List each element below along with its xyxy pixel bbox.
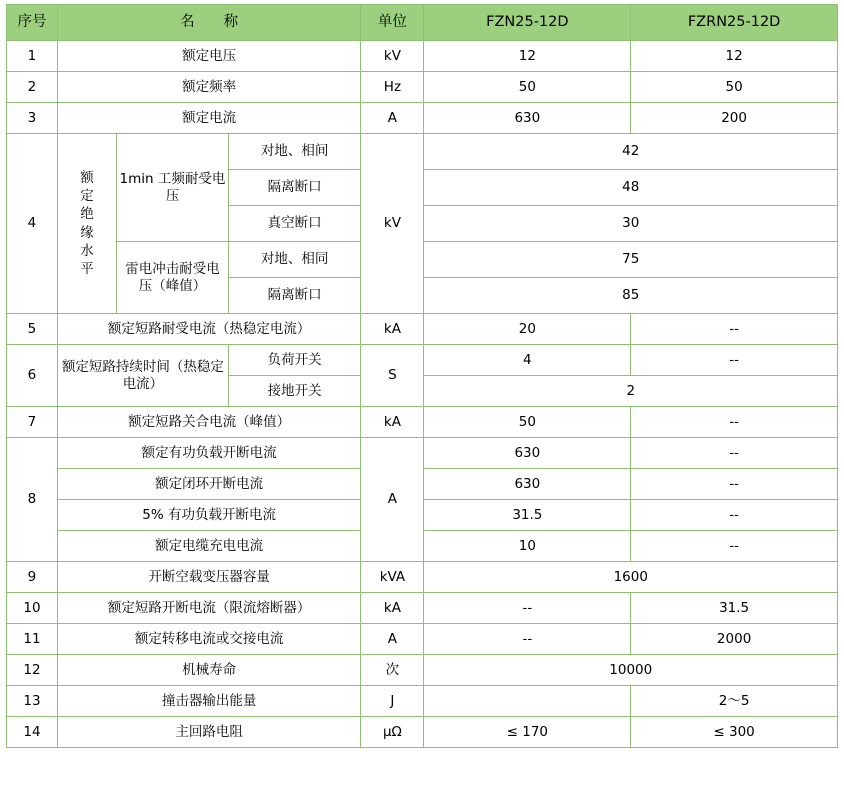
table-row (7, 345, 838, 376)
table-header (7, 5, 838, 41)
row-no: 6 (7, 345, 58, 407)
row-name: 额定短路关合电流（峰值） (57, 407, 360, 438)
insulation-item-name: 对地、相间 (228, 134, 360, 170)
row-no: 3 (7, 103, 58, 134)
header-name: 名 称 (57, 5, 360, 41)
row-unit: kV (361, 41, 424, 72)
row-unit: kA (361, 314, 424, 345)
table-row (7, 134, 838, 170)
row-no: 1 (7, 41, 58, 72)
insulation-item-name: 对地、相同 (228, 242, 360, 278)
row-name: 额定电压 (57, 41, 360, 72)
row-value-1 (424, 686, 631, 717)
row-no: 5 (7, 314, 58, 345)
row-name: 额定短路开断电流（限流熔断器） (57, 593, 360, 624)
row-no: 12 (7, 655, 58, 686)
row-value-1: ≤ 170 (424, 717, 631, 748)
row-value-2: -- (631, 407, 838, 438)
row-value-2: ≤ 300 (631, 717, 838, 748)
row-unit: S (361, 345, 424, 407)
specification-table (6, 4, 838, 748)
table-row (7, 562, 838, 593)
row-no: 10 (7, 593, 58, 624)
row-name: 机械寿命 (57, 655, 360, 686)
header-no: 序号 (7, 5, 58, 41)
row-value-2: 50 (631, 72, 838, 103)
table-row (7, 717, 838, 748)
row-no: 11 (7, 624, 58, 655)
row-no: 14 (7, 717, 58, 748)
table-row (7, 72, 838, 103)
row8-item-name: 额定闭环开断电流 (57, 469, 360, 500)
row-value-1: 20 (424, 314, 631, 345)
table-row (7, 407, 838, 438)
row-value-2: -- (631, 469, 838, 500)
row-name: 额定转移电流或交接电流 (57, 624, 360, 655)
row-unit: kVA (361, 562, 424, 593)
row-value-2: 200 (631, 103, 838, 134)
row-unit: 次 (361, 655, 424, 686)
row-no: 8 (7, 438, 58, 562)
table-row (7, 438, 838, 469)
row-value-1: 50 (424, 407, 631, 438)
row-value-1: 630 (424, 438, 631, 469)
row-no: 4 (7, 134, 58, 314)
row-value-2: 2～5 (631, 686, 838, 717)
header-model-1: FZN25-12D (424, 5, 631, 41)
row8-item-name: 额定有功负载开断电流 (57, 438, 360, 469)
row-name: 额定频率 (57, 72, 360, 103)
row-value-1: 630 (424, 103, 631, 134)
row-unit: Hz (361, 72, 424, 103)
row-no: 7 (7, 407, 58, 438)
insulation-item-value: 30 (424, 206, 838, 242)
row6-item-name: 负荷开关 (228, 345, 360, 376)
row-value-2: 2000 (631, 624, 838, 655)
row-no: 2 (7, 72, 58, 103)
row-value-2: -- (631, 438, 838, 469)
row-name: 主回路电阻 (57, 717, 360, 748)
insulation-item-name: 隔离断口 (228, 170, 360, 206)
row-unit: kA (361, 407, 424, 438)
row-value-2: -- (631, 345, 838, 376)
insulation-unit: kV (361, 134, 424, 314)
row-unit: J (361, 686, 424, 717)
row-value-2: -- (631, 531, 838, 562)
header-unit: 单位 (361, 5, 424, 41)
insulation-item-value: 48 (424, 170, 838, 206)
row-unit: μΩ (361, 717, 424, 748)
row-value-1: 630 (424, 469, 631, 500)
row-value-1: 50 (424, 72, 631, 103)
row-value-1: -- (424, 624, 631, 655)
insulation-subgroup-2-label: 雷电冲击耐受电压（峰值） (116, 242, 228, 314)
row8-item-name: 额定电缆充电电流 (57, 531, 360, 562)
row8-item-name: 5% 有功负载开断电流 (57, 500, 360, 531)
insulation-group-label: 额定绝缘水平 (57, 134, 116, 314)
table-row (7, 41, 838, 72)
table-row (7, 686, 838, 717)
row-value-span: 10000 (424, 655, 838, 686)
header-row (7, 5, 838, 41)
row-value-1: -- (424, 593, 631, 624)
insulation-item-name: 隔离断口 (228, 278, 360, 314)
row-value-1: 10 (424, 531, 631, 562)
row-name: 额定短路持续时间（热稳定电流） (57, 345, 228, 407)
table-row (7, 655, 838, 686)
row6-item-name: 接地开关 (228, 376, 360, 407)
row-name: 开断空载变压器容量 (57, 562, 360, 593)
row-value-2: 12 (631, 41, 838, 72)
table-row (7, 314, 838, 345)
table-row (7, 103, 838, 134)
insulation-subgroup-1-label: 1min 工频耐受电压 (116, 134, 228, 242)
row-no: 13 (7, 686, 58, 717)
row-name: 额定短路耐受电流（热稳定电流） (57, 314, 360, 345)
row-value-2: 31.5 (631, 593, 838, 624)
row-unit: kA (361, 593, 424, 624)
insulation-item-value: 85 (424, 278, 838, 314)
row-value-1: 4 (424, 345, 631, 376)
table-row (7, 624, 838, 655)
table-row (7, 593, 838, 624)
row-unit: A (361, 438, 424, 562)
row-unit: A (361, 103, 424, 134)
table-body (7, 41, 838, 748)
row-value-2: -- (631, 314, 838, 345)
insulation-item-name: 真空断口 (228, 206, 360, 242)
insulation-item-value: 75 (424, 242, 838, 278)
row-value-1: 12 (424, 41, 631, 72)
row-name: 撞击器输出能量 (57, 686, 360, 717)
row-value-1: 31.5 (424, 500, 631, 531)
header-model-2: FZRN25-12D (631, 5, 838, 41)
insulation-item-value: 42 (424, 134, 838, 170)
row-value-span: 2 (424, 376, 838, 407)
row-name: 额定电流 (57, 103, 360, 134)
row-value-span: 1600 (424, 562, 838, 593)
row-no: 9 (7, 562, 58, 593)
row-unit: A (361, 624, 424, 655)
row-value-2: -- (631, 500, 838, 531)
